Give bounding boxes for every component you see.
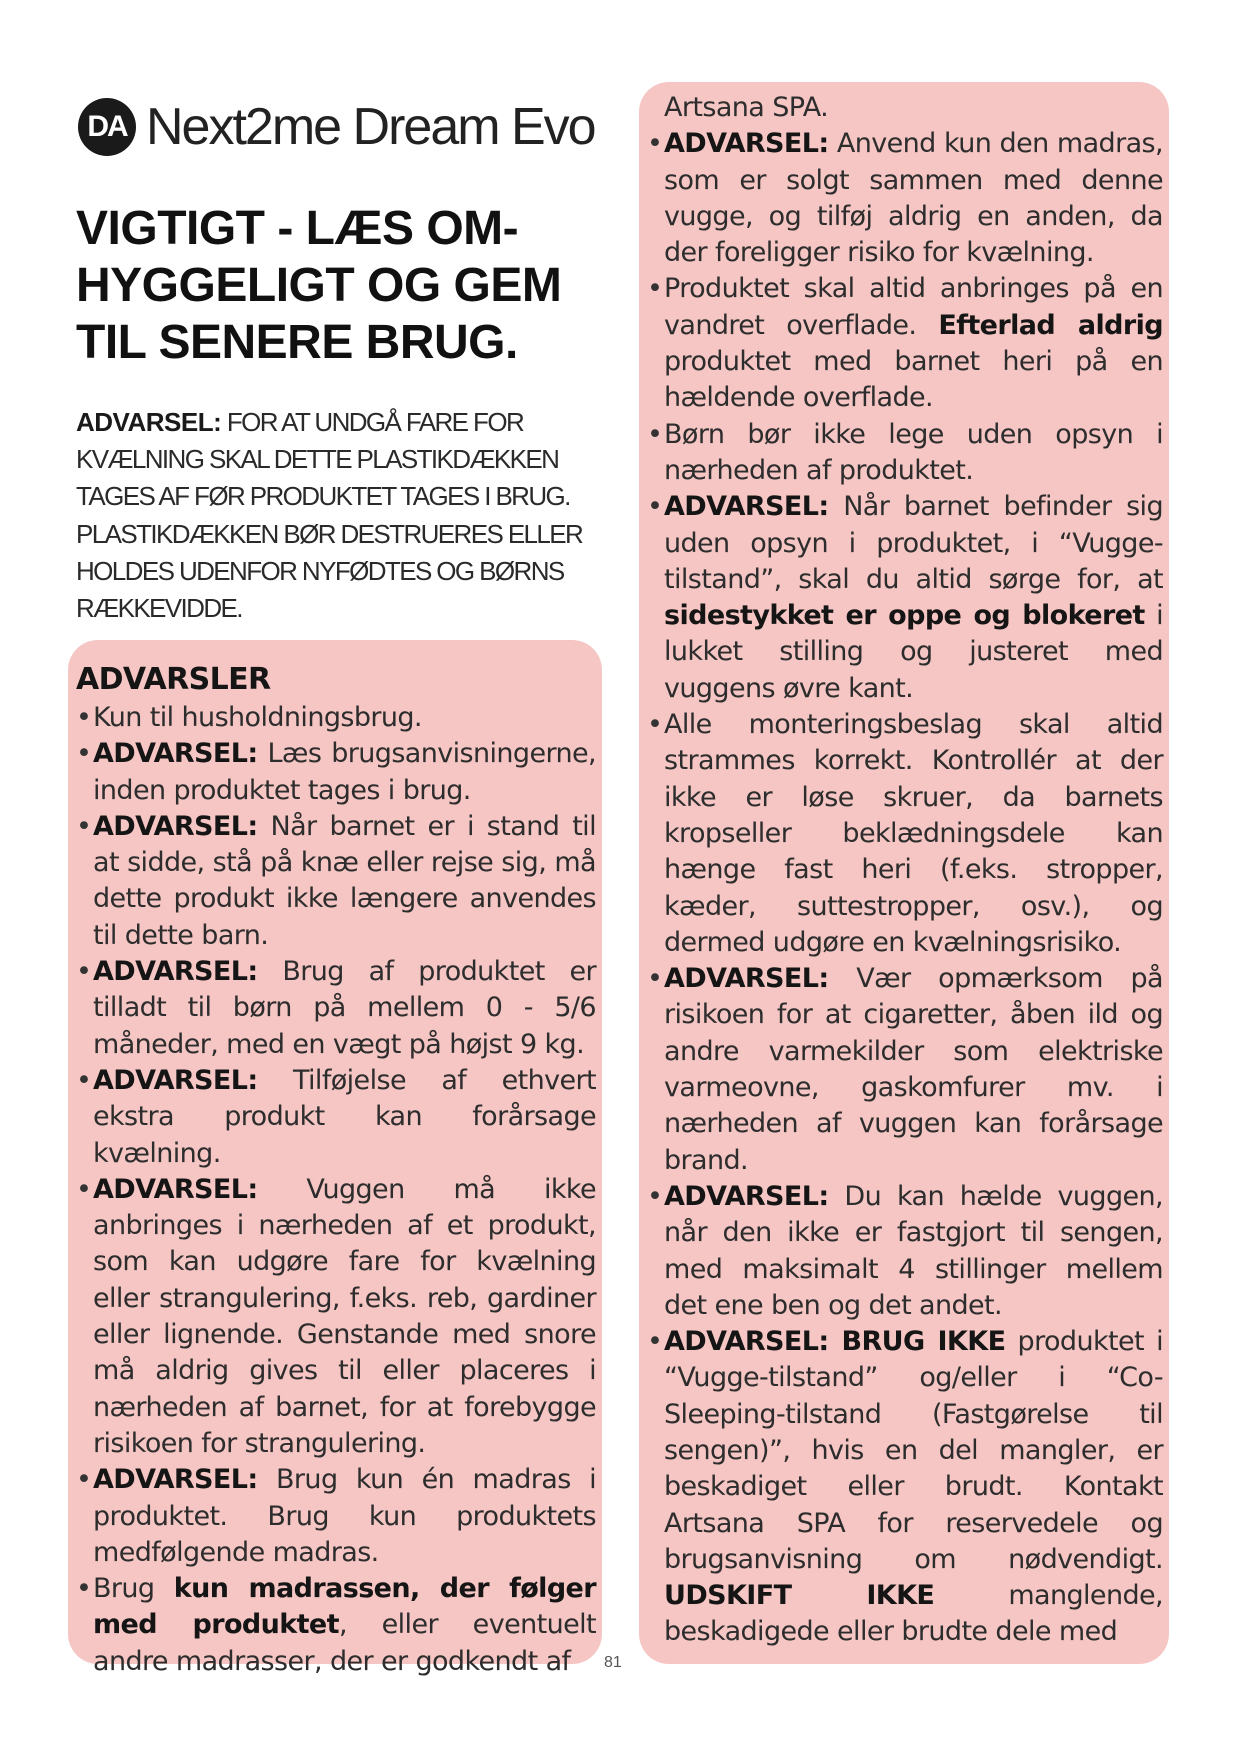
heading-line: HYGGELIGT OG GEM xyxy=(76,259,562,312)
warning-item: • ADVARSEL: Læs brugsanvisningerne, inden produktet tages i brug. xyxy=(76,736,596,809)
warning-item: • ADVARSEL: Når barnet befinder sig uden opsyn i produktet, i “Vugge-tilstand”, skal du altid sørge for, at sidestykket er oppe og blokeret i lukket stilling og justeret med vuggens øvre kant. xyxy=(647,489,1163,707)
main-heading xyxy=(76,200,606,371)
warning-item: • Brug kun madrassen, der følger med produktet, eller eventuelt andre madrasser, der er godkendt af xyxy=(76,1571,596,1680)
warning-item: • ADVARSEL: Tilføjelse af ethvert ekstra produkt kan forårsage kvælning. xyxy=(76,1063,596,1172)
warning-item: • ADVARSEL: Du kan hælde vuggen, når den ikke er fastgjort til sengen, med maksimalt 4 stillinger mellem det ene ben og det andet. xyxy=(647,1179,1163,1324)
warning-item: • ADVARSEL: Brug kun én madras i produktet. Brug kun produktets medfølgende madras. xyxy=(76,1462,596,1571)
warning-item: • ADVARSEL: BRUG IKKE produktet i “Vugge-tilstand” og/eller i “Co-Sleeping-tilstand (Fastgørelse til sengen)”, hvis en del mangler, er beskadiget eller brudt. Kontakt Artsana SPA for reservedele og brugsanvisning om nødvendigt. UDSKIFT IKKE manglende, beskadigede eller brudte dele med xyxy=(647,1324,1163,1651)
language-badge: DA xyxy=(78,98,136,156)
warning-item: • ADVARSEL: Vuggen må ikke anbringes i nærheden af et produkt, som kan udgøre fare for kvælning eller strangulering, f.eks. reb, gardiner eller lignende. Genstande med snore må aldrig gives til eller placeres i nærheden af barnet, for at forebygge risikoen for strangulering. xyxy=(76,1172,596,1462)
warning-item: • ADVARSEL: Når barnet er i stand til at sidde, stå på knæ eller rejse sig, må dette produkt ikke længere anvendes til dette barn. xyxy=(76,809,596,954)
warnings-column-left xyxy=(76,660,596,1680)
continuation-text: Artsana SPA. xyxy=(664,92,829,123)
warning-item: • Børn bør ikke lege uden opsyn i nærheden af produktet. xyxy=(647,417,1163,490)
page-number: 81 xyxy=(604,1654,622,1671)
warning-item: • ADVARSEL: Anvend kun den madras, som er solgt sammen med denne vugge, og tilføj aldrig en anden, da der foreligger risiko for kvælning. xyxy=(647,126,1163,271)
warning-item: • Produktet skal altid anbringes på en vandret overflade. Efterlad aldrig produktet med barnet heri på en hældende overflade. xyxy=(647,271,1163,416)
warning-item: • Alle monteringsbeslag skal altid strammes korrekt. Kontrollér at der ikke er løse skruer, da barnets kropseller beklædningsdele kan hænge fast heri (f.eks. stropper, kæder, suttestropper, osv.), og dermed udgøre en kvælningsrisiko. xyxy=(647,707,1163,961)
product-title: Next2me Dream Evo xyxy=(146,98,595,156)
warning-item: • Kun til husholdningsbrug. xyxy=(76,700,596,736)
heading-line: VIGTIGT - LÆS OM- xyxy=(76,202,519,255)
warning-item: • ADVARSEL: Vær opmærksom på risikoen for at cigaretter, åben ild og andre varmekilder som elektriske varmeovne, gaskomfurer mv. i nærheden af vuggen kan forårsage brand. xyxy=(647,961,1163,1179)
plastic-warning xyxy=(76,404,608,627)
intro-label: ADVARSEL: xyxy=(76,407,222,437)
warning-item: • ADVARSEL: Brug af produktet er tilladt til børn på mellem 0 - 5/6 måneder, med en vægt på højst 9 kg. xyxy=(76,954,596,1063)
heading-line: TIL SENERE BRUG. xyxy=(76,316,518,369)
warnings-title: ADVARSLER xyxy=(76,662,271,697)
intro-text: FOR AT UNDGÅ FARE FOR KVÆLNING SKAL DETTE PLASTIKDÆKKEN TAGES AF FØR PRODUKTET TAGES I BRUG. PLASTIKDÆKKEN BØR DESTRUERES ELLER HOLDES UDENFOR NYFØDTES OG BØRNS RÆKKEVIDDE. xyxy=(76,407,583,624)
warnings-column-right xyxy=(647,90,1163,1651)
